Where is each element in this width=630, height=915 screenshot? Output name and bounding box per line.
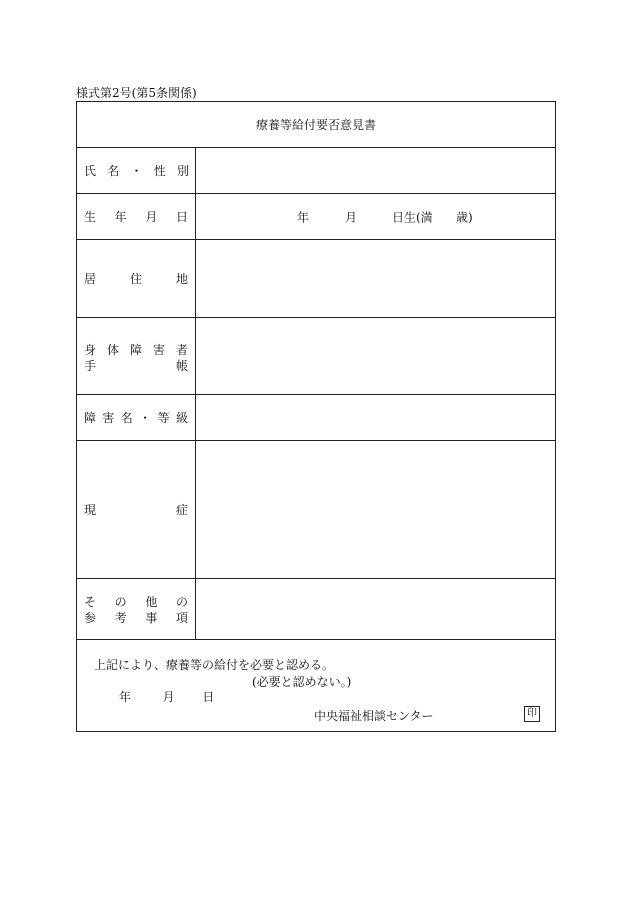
- birth-date-field[interactable]: [196, 194, 555, 239]
- seal-mark: 印: [524, 706, 540, 722]
- row-disability-handbook: [77, 318, 555, 395]
- label-char: 帳: [175, 358, 188, 373]
- label-char: 事: [145, 610, 158, 625]
- label-char: 名: [120, 410, 133, 425]
- label-char: 現: [84, 502, 97, 517]
- label-char: 手: [84, 358, 97, 373]
- other-notes-field[interactable]: [196, 579, 555, 639]
- label-char: の: [114, 594, 127, 609]
- label-birth-date: [77, 194, 196, 239]
- birth-day-unit: 日生(満: [392, 210, 433, 224]
- birth-month-unit: 月: [345, 210, 358, 224]
- label-char: 年: [114, 209, 127, 224]
- label-char: ・: [139, 410, 152, 425]
- form-number: 様式第2号(第5条関係): [76, 86, 197, 100]
- date-year-unit: 年: [119, 690, 132, 704]
- label-char: 地: [175, 271, 188, 286]
- label-name-sex: [77, 148, 196, 193]
- label-char: 考: [114, 610, 127, 625]
- row-name-sex: [77, 148, 555, 194]
- name-sex-field[interactable]: [196, 148, 555, 193]
- age-unit: 歳): [456, 210, 473, 224]
- label-char: 級: [175, 410, 188, 425]
- current-condition-field[interactable]: [196, 441, 555, 578]
- label-char: 性: [153, 163, 166, 178]
- row-disability-grade: [77, 395, 555, 441]
- row-other-notes: [77, 579, 555, 640]
- approval-statement: [77, 640, 555, 733]
- approval-text: 上記により、療養等の給付を必要と認める。: [94, 658, 335, 672]
- label-char: 日: [175, 209, 188, 224]
- label-other-notes: [77, 579, 196, 639]
- birth-year-unit: 年: [297, 210, 310, 224]
- label-char: 害: [152, 342, 165, 357]
- date-day-unit: 日: [202, 690, 215, 704]
- address-field[interactable]: [196, 240, 555, 317]
- label-disability-grade: [77, 395, 196, 440]
- label-char: 障: [129, 342, 142, 357]
- disability-grade-field[interactable]: [196, 395, 555, 440]
- label-char: 別: [176, 163, 189, 178]
- date-month-unit: 月: [162, 690, 175, 704]
- label-char: 氏: [84, 163, 97, 178]
- form-title: 療養等給付要否意見書: [77, 102, 555, 148]
- non-approval-text: (必要と認めない。): [252, 675, 352, 689]
- label-char: 体: [106, 342, 119, 357]
- opinion-form: [76, 101, 556, 732]
- label-char: 症: [175, 502, 188, 517]
- label-char: そ: [84, 594, 97, 609]
- center-name: 中央福祉相談センター: [314, 709, 434, 723]
- label-address: [77, 240, 196, 317]
- disability-handbook-field[interactable]: [196, 318, 555, 394]
- label-char: 者: [175, 342, 188, 357]
- label-char: 身: [84, 342, 97, 357]
- label-char: の: [175, 594, 188, 609]
- label-char: 月: [145, 209, 158, 224]
- label-char: 参: [84, 610, 97, 625]
- row-birth-date: [77, 194, 555, 240]
- label-char: 他: [145, 594, 158, 609]
- label-char: 居: [84, 271, 97, 286]
- row-current-condition: [77, 441, 555, 579]
- label-current-condition: [77, 441, 196, 578]
- label-char: 害: [102, 410, 115, 425]
- label-char: ・: [130, 163, 143, 178]
- label-char: 項: [175, 610, 188, 625]
- row-address: [77, 240, 555, 318]
- approval-date: [119, 688, 214, 705]
- label-char: 障: [84, 410, 97, 425]
- label-disability-handbook: [77, 318, 196, 394]
- label-char: 住: [129, 271, 142, 286]
- label-char: 名: [107, 163, 120, 178]
- label-char: 等: [157, 410, 170, 425]
- label-char: 生: [84, 209, 97, 224]
